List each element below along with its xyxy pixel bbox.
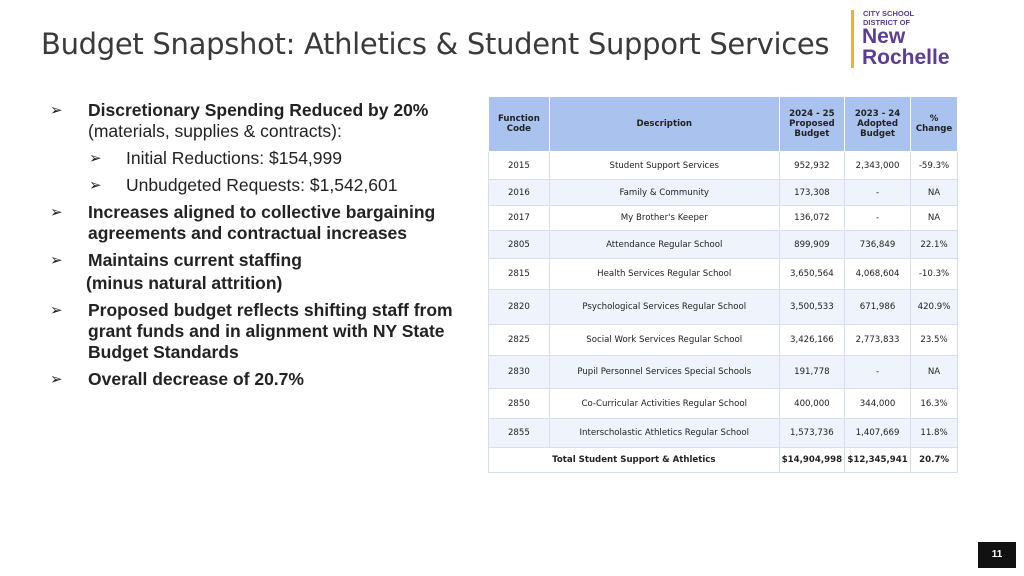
arrow-bullet-icon: ➢: [50, 204, 63, 221]
cell-adopted: 736,849: [845, 231, 911, 259]
cell-proposed: 3,500,533: [779, 290, 844, 325]
cell-change: NA: [911, 206, 958, 231]
cell-adopted: 344,000: [845, 389, 911, 419]
total-change: 20.7%: [911, 448, 958, 473]
cell-description: Student Support Services: [549, 152, 779, 180]
cell-code: 2017: [489, 206, 550, 231]
cell-adopted: 2,343,000: [845, 152, 911, 180]
table-row: [489, 231, 958, 259]
header-percent-change: % Change: [911, 97, 958, 152]
logo-line3: New: [862, 25, 906, 48]
cell-description: Health Services Regular School: [549, 259, 779, 290]
header-description: Description: [549, 97, 779, 152]
cell-adopted: -: [845, 356, 911, 389]
cell-code: 2850: [489, 389, 550, 419]
bullet-item: [46, 250, 466, 271]
bullet-continuation: [46, 273, 466, 294]
bullet-item: [46, 202, 466, 244]
table-row: [489, 325, 958, 356]
cell-change: 11.8%: [911, 419, 958, 448]
header-function-code: Function Code: [489, 97, 550, 152]
bullet-bold-text: (minus natural attrition): [86, 273, 283, 293]
cell-description: Attendance Regular School: [549, 231, 779, 259]
cell-code: 2830: [489, 356, 550, 389]
bullet-bold-text: Increases aligned to collective bargaining agreements and contractual increases: [88, 202, 436, 243]
table-row: [489, 259, 958, 290]
district-logo: [851, 6, 981, 72]
cell-description: Co-Curricular Activities Regular School: [549, 389, 779, 419]
arrow-bullet-icon: ➢: [89, 150, 102, 167]
logo-line2: DISTRICT OF: [863, 18, 911, 27]
table-row: [489, 180, 958, 206]
total-proposed: $14,904,998: [779, 448, 844, 473]
bullet-bold-text: Overall decrease of 20.7%: [88, 369, 304, 389]
bullet-text: Unbudgeted Requests: $1,542,601: [126, 175, 398, 195]
arrow-bullet-icon: ➢: [50, 371, 63, 388]
cell-description: Psychological Services Regular School: [549, 290, 779, 325]
cell-change: -10.3%: [911, 259, 958, 290]
cell-description: Pupil Personnel Services Special Schools: [549, 356, 779, 389]
table-total-row: [489, 448, 958, 473]
cell-change: 16.3%: [911, 389, 958, 419]
cell-code: 2825: [489, 325, 550, 356]
budget-table: [488, 96, 958, 473]
bullet-list: [46, 100, 466, 396]
cell-code: 2815: [489, 259, 550, 290]
logo-line1: CITY SCHOOL: [863, 9, 915, 18]
cell-adopted: -: [845, 206, 911, 231]
cell-code: 2015: [489, 152, 550, 180]
bullet-bold-text: Discretionary Spending Reduced by 20%: [88, 100, 429, 120]
cell-proposed: 191,778: [779, 356, 844, 389]
header-proposed-budget: 2024 - 25 Proposed Budget: [779, 97, 844, 152]
cell-change: 22.1%: [911, 231, 958, 259]
bullet-text: Initial Reductions: $154,999: [126, 148, 342, 168]
logo-line4: Rochelle: [862, 46, 950, 69]
cell-proposed: 173,308: [779, 180, 844, 206]
total-adopted: $12,345,941: [845, 448, 911, 473]
cell-change: 23.5%: [911, 325, 958, 356]
cell-change: NA: [911, 180, 958, 206]
table-header-row: [489, 97, 958, 152]
bullet-item: [46, 369, 466, 390]
cell-change: 420.9%: [911, 290, 958, 325]
bullet-text: (materials, supplies & contracts):: [88, 121, 342, 141]
arrow-bullet-icon: ➢: [50, 102, 63, 119]
bullet-item: [46, 300, 466, 363]
table-row: [489, 206, 958, 231]
cell-adopted: 671,986: [845, 290, 911, 325]
cell-code: 2855: [489, 419, 550, 448]
cell-code: 2016: [489, 180, 550, 206]
arrow-bullet-icon: ➢: [50, 252, 63, 269]
cell-change: NA: [911, 356, 958, 389]
cell-proposed: 1,573,736: [779, 419, 844, 448]
bullet-bold-text: Proposed budget reflects shifting staff from grant funds and in alignment with NY State Budget Standards: [88, 300, 453, 362]
cell-description: Social Work Services Regular School: [549, 325, 779, 356]
cell-adopted: 2,773,833: [845, 325, 911, 356]
cell-change: -59.3%: [911, 152, 958, 180]
bullet-bold-text: Maintains current staffing: [88, 250, 302, 270]
table-row: [489, 290, 958, 325]
page-title: Budget Snapshot: Athletics & Student Support Services: [41, 27, 830, 61]
table-row: [489, 389, 958, 419]
cell-description: Interscholastic Athletics Regular School: [549, 419, 779, 448]
cell-proposed: 899,909: [779, 231, 844, 259]
total-label: Total Student Support & Athletics: [489, 448, 780, 473]
cell-description: Family & Community: [549, 180, 779, 206]
bullet-item: [46, 100, 466, 142]
arrow-bullet-icon: ➢: [89, 177, 102, 194]
cell-proposed: 952,932: [779, 152, 844, 180]
cell-proposed: 400,000: [779, 389, 844, 419]
arrow-bullet-icon: ➢: [50, 302, 63, 319]
cell-proposed: 3,650,564: [779, 259, 844, 290]
cell-proposed: 3,426,166: [779, 325, 844, 356]
cell-code: 2805: [489, 231, 550, 259]
cell-description: My Brother's Keeper: [549, 206, 779, 231]
logo-accent-bar: [851, 10, 854, 68]
cell-code: 2820: [489, 290, 550, 325]
sub-bullet-item: [46, 175, 466, 196]
table-row: [489, 152, 958, 180]
cell-adopted: 4,068,604: [845, 259, 911, 290]
sub-bullet-item: [46, 148, 466, 169]
page-number: 11: [978, 542, 1016, 568]
cell-adopted: 1,407,669: [845, 419, 911, 448]
cell-adopted: -: [845, 180, 911, 206]
header-adopted-budget: 2023 - 24 Adopted Budget: [845, 97, 911, 152]
table-row: [489, 356, 958, 389]
table-row: [489, 419, 958, 448]
cell-proposed: 136,072: [779, 206, 844, 231]
